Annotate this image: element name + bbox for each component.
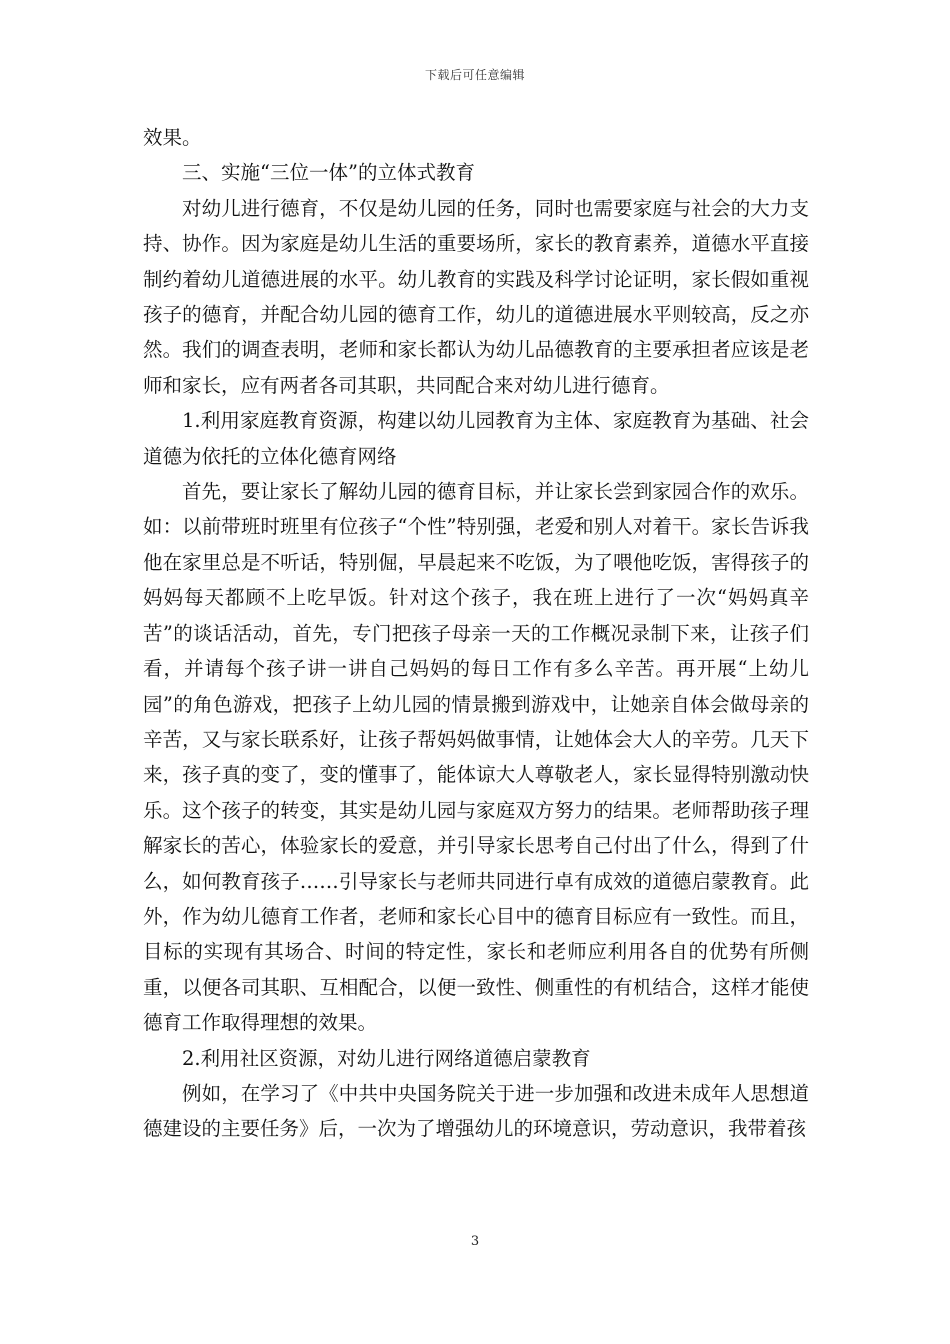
section-heading: 三、实施“三位一体”的立体式教育 xyxy=(182,161,475,185)
subsection-heading-1: 1.利用家庭教育资源，构建以幼儿园教育为主体、家庭教育为基础、社会道德为依托的立体化德育网络 xyxy=(143,409,809,468)
paragraph-4: 例如，在学习了《中共中央国务院关于进一步加强和改进未成年人思想道德建设的主要任务》后，一次为了增强幼儿的环境意识，劳动意识，我带着孩 xyxy=(143,1081,809,1141)
body-text xyxy=(143,120,809,1147)
subsection-heading-2: 2.利用社区资源，对幼儿进行网络道德启蒙教育 xyxy=(182,1046,591,1070)
page-header: 下载后可任意编辑 xyxy=(424,68,525,82)
page-number: 3 xyxy=(470,1234,480,1249)
paragraph-1: 效果。 xyxy=(143,126,202,149)
paragraph-3: 首先，要让家长了解幼儿园的德育目标，并让家长尝到家园合作的欢乐。如：以前带班时班里有位孩子“个性”特别强，老爱和别人对着干。家长告诉我他在家里总是不听话，特别倔，早晨起来不吃饭，为了喂他吃饭，害得孩子的妈妈每天都顾不上吃早饭。针对这个孩子，我在班上进行了一次“妈妈真辛苦”的谈话活动，首先，专门把孩子母亲一天的工作概况录制下来，让孩子们看，并请每个孩子讲一讲自己妈妈的每日工作有多么辛苦。再开展“上幼儿园”的角色游戏，把孩子上幼儿园的情景搬到游戏中，让她亲自体会做母亲的辛苦，又与家长联系好，让孩子帮妈妈做事情，让她体会大人的辛劳。几天下来，孩子真的变了，变的懂事了，能体谅大人尊敬老人，家长显得特别激动快乐。这个孩子的转变，其实是幼儿园与家庭双方努力的结果。老师帮助孩子理解家长的苦心，体验家长的爱意，并引导家长思考自己付出了什么，得到了什么，如何教育孩子……引导家长与老师共同进行卓有成效的道德启蒙教育。此外，作为幼儿德育工作者，老师和家长心目中的德育目标应有一致性。而且，目标的实现有其场合、时间的特定性，家长和老师应利用各自的优势有所侧重，以便各司其职、互相配合，以便一致性、侧重性的有机结合，这样才能使德育工作取得理想的效果。 xyxy=(143,480,809,1035)
paragraph-2: 对幼儿进行德育，不仅是幼儿园的任务，同时也需要家庭与社会的大力支持、协作。因为家庭是幼儿生活的重要场所，家长的教育素养，道德水平直接制约着幼儿道德进展的水平。幼儿教育的实践及科学讨论证明，家长假如重视孩子的德育，并配合幼儿园的德育工作，幼儿的道德进展水平则较高，反之亦然。我们的调查表明，老师和家长都认为幼儿品德教育的主要承担者应该是老师和家长，应有两者各司其职，共同配合来对幼儿进行德育。 xyxy=(143,196,809,397)
